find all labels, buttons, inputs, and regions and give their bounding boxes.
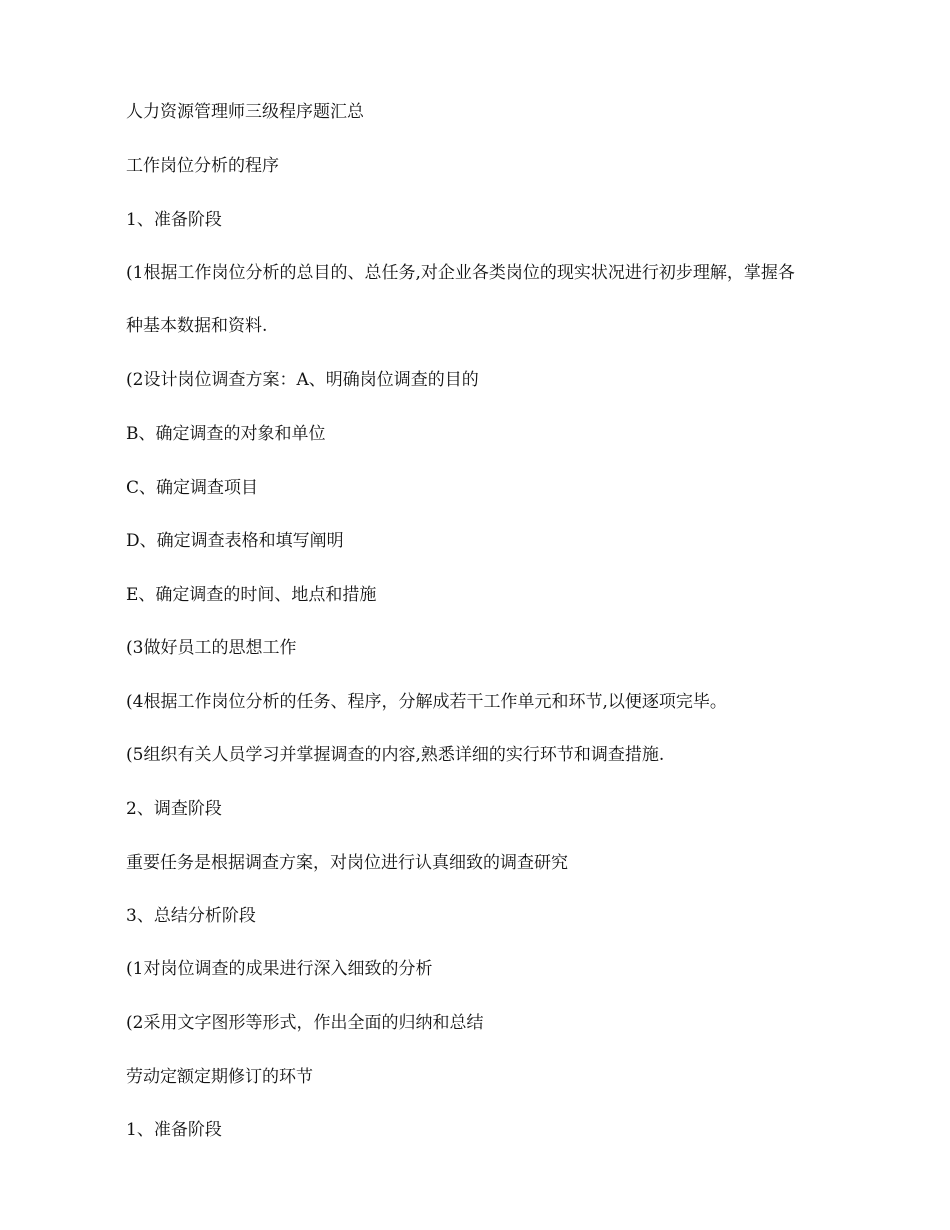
paragraph-item-5: (5组织有关人员学习并掌握调查的内容,熟悉详细的实行环节和调查措施. <box>126 745 665 765</box>
stage-heading-survey: 2、调查阶段 <box>126 799 222 819</box>
paragraph-item-1-line-1: (1根据工作岗位分析的总目的、总任务,对企业各类岗位的现实状况进行初步理解，掌握各 <box>126 263 795 283</box>
paragraph-item-2-c: C、确定调查项目 <box>126 478 259 498</box>
paragraph-summary-item-2: (2采用文字图形等形式，作出全面的归纳和总结 <box>126 1013 484 1033</box>
document-title: 人力资源管理师三级程序题汇总 <box>126 102 364 122</box>
stage-heading-preparation: 1、准备阶段 <box>126 210 222 230</box>
stage-heading-preparation-2: 1、准备阶段 <box>126 1120 222 1140</box>
section-heading-labor-quota: 劳动定额定期修订的环节 <box>126 1067 313 1087</box>
paragraph-item-2-e: E、确定调查的时间、地点和措施 <box>126 585 377 605</box>
paragraph-summary-item-1: (1对岗位调查的成果进行深入细致的分析 <box>126 959 433 979</box>
paragraph-item-2-b: B、确定调查的对象和单位 <box>126 424 326 444</box>
paragraph-item-2: (2设计岗位调查方案：A、明确岗位调查的目的 <box>126 370 479 390</box>
paragraph-item-2-d: D、确定调查表格和填写阐明 <box>126 531 344 551</box>
paragraph-survey-text: 重要任务是根据调查方案，对岗位进行认真细致的调查研究 <box>126 853 568 873</box>
stage-heading-summary: 3、总结分析阶段 <box>126 906 256 926</box>
paragraph-item-1-line-2: 种基本数据和资料. <box>126 316 268 336</box>
paragraph-item-4: (4根据工作岗位分析的任务、程序，分解成若干工作单元和环节,以便逐项完毕。 <box>126 692 727 712</box>
paragraph-item-3: (3做好员工的思想工作 <box>126 638 297 658</box>
section-heading-job-analysis: 工作岗位分析的程序 <box>126 156 279 176</box>
